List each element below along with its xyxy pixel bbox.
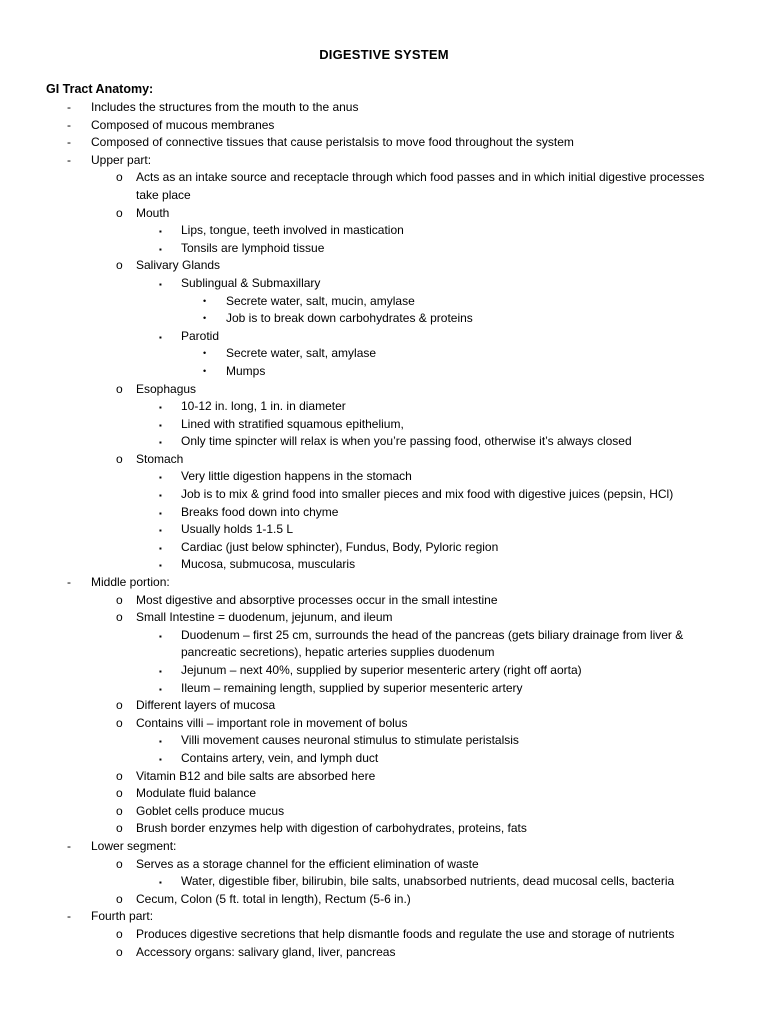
outline-line xyxy=(0,785,768,803)
outline-line-text: Produces digestive secretions that help dismantle foods and regulate the use and storage of nutrients xyxy=(136,926,675,941)
square-bullet-icon: ▪ xyxy=(159,508,162,518)
outline-line-text: Jejunum – next 40%, supplied by superior mesenteric artery (right off aorta) xyxy=(181,663,582,677)
circle-marker: o xyxy=(116,698,123,713)
round-bullet-icon: • xyxy=(203,348,207,359)
outline-line-text: Most digestive and absorptive processes occur in the small intestine xyxy=(136,592,498,607)
dash-marker: - xyxy=(67,152,71,167)
outline-line-text: Modulate fluid balance xyxy=(136,786,257,801)
outline-line-text: Breaks food down into chyme xyxy=(181,504,339,519)
square-bullet-icon: ▪ xyxy=(159,438,162,448)
outline-line-text: Duodenum – first 25 cm, surrounds the head of the pancreas (gets biliary drainage from liver & pancreatic secretions), hepatic arteries supplies duodenum xyxy=(181,627,684,660)
outline-line xyxy=(0,293,768,311)
square-bullet-icon: ▪ xyxy=(159,473,162,483)
outline-line-text: Salivary Glands xyxy=(136,258,221,273)
document-title: DIGESTIVE SYSTEM xyxy=(319,47,449,62)
outline-line-text: Cardiac (just below sphincter), Fundus, Body, Pyloric region xyxy=(181,539,499,554)
square-bullet-icon: ▪ xyxy=(159,667,162,676)
outline-line-text: Very little digestion happens in the stomach xyxy=(181,469,412,484)
outline-line xyxy=(0,345,768,363)
outline-line-text: Esophagus xyxy=(136,381,197,396)
circle-marker: o xyxy=(116,592,123,607)
circle-marker: o xyxy=(116,891,123,906)
outline-line xyxy=(0,873,768,891)
round-bullet-icon: • xyxy=(203,313,207,324)
square-bullet-icon: ▪ xyxy=(159,403,162,413)
outline-line-text: Mucosa, submucosa, muscularis xyxy=(181,557,356,572)
circle-marker: o xyxy=(116,258,123,273)
outline-line xyxy=(0,908,768,926)
round-bullet-icon: • xyxy=(203,365,207,376)
outline-line-text: Small Intestine = duodenum, jejunum, and ileum xyxy=(136,610,393,625)
outline-line xyxy=(0,838,768,856)
outline-line xyxy=(0,627,768,662)
outline-line-text: Mouth xyxy=(136,205,170,220)
outline-line xyxy=(0,944,768,962)
outline-line-text: Water, digestible fiber, bilirubin, bile salts, unabsorbed nutrients, dead mucosal cells, bacteria xyxy=(181,874,675,889)
dash-marker: - xyxy=(67,135,71,150)
outline-line-text: Cecum, Colon (5 ft. total in length), Rectum (5-6 in.) xyxy=(136,891,411,906)
outline-line xyxy=(0,381,768,399)
circle-marker: o xyxy=(116,803,123,818)
outline-line xyxy=(0,680,768,698)
square-bullet-icon: ▪ xyxy=(159,491,162,501)
outline-line xyxy=(0,134,768,152)
outline-line xyxy=(0,205,768,223)
outline-line xyxy=(0,117,768,135)
outline-line-text: Fourth part: xyxy=(91,909,154,924)
square-bullet-icon: ▪ xyxy=(159,754,162,764)
outline-line-text: Composed of mucous membranes xyxy=(91,117,275,132)
outline-line-text: Tonsils are lymphoid tissue xyxy=(181,240,325,255)
square-bullet-icon: ▪ xyxy=(159,737,162,747)
outline-line-text: Middle portion: xyxy=(91,575,170,590)
outline-line xyxy=(0,328,768,346)
outline-line xyxy=(0,169,768,204)
section-heading: GI Tract Anatomy: xyxy=(46,82,154,96)
outline-line xyxy=(0,662,768,680)
outline-line-text: Job is to break down carbohydrates & proteins xyxy=(226,311,473,326)
outline-line xyxy=(0,574,768,592)
square-bullet-icon: ▪ xyxy=(159,279,162,289)
outline-line xyxy=(0,926,768,944)
outline-line-text: Secrete water, salt, amylase xyxy=(226,346,377,361)
circle-marker: o xyxy=(116,821,123,836)
outline-line xyxy=(0,732,768,750)
outline-line-text: Accessory organs: salivary gland, liver, pancreas xyxy=(136,944,396,959)
outline-line-text: Usually holds 1-1.5 L xyxy=(181,522,294,537)
circle-marker: o xyxy=(116,786,123,801)
outline-line xyxy=(0,592,768,610)
square-bullet-icon: ▪ xyxy=(159,420,162,430)
outline-line xyxy=(0,504,768,522)
outline-line xyxy=(0,433,768,451)
outline-line xyxy=(0,856,768,874)
outline-line xyxy=(0,468,768,486)
square-bullet-icon: ▪ xyxy=(159,332,162,342)
square-bullet-icon: ▪ xyxy=(159,227,162,237)
dash-marker: - xyxy=(67,909,71,924)
square-bullet-icon: ▪ xyxy=(159,878,162,888)
outline-line xyxy=(0,416,768,434)
outline-line-text: Goblet cells produce mucus xyxy=(136,803,285,818)
circle-marker: o xyxy=(116,205,123,220)
outline-line-text: Acts as an intake source and receptacle through which food passes and in which initial digestive processes take place xyxy=(136,170,705,202)
outline-line-text: Mumps xyxy=(226,363,266,378)
outline-line xyxy=(0,240,768,258)
outline-line-text: Job is to mix & grind food into smaller pieces and mix food with digestive juices (pepsin, HCl) xyxy=(181,487,674,502)
circle-marker: o xyxy=(116,451,123,466)
outline-line xyxy=(0,891,768,909)
circle-marker: o xyxy=(116,381,123,396)
outline-line xyxy=(0,152,768,170)
outline-line-text: Stomach xyxy=(136,451,184,466)
outline-line xyxy=(0,556,768,574)
outline-line-text: Lips, tongue, teeth involved in mastication xyxy=(181,223,404,238)
square-bullet-icon: ▪ xyxy=(159,543,162,553)
circle-marker: o xyxy=(116,170,123,185)
outline-line xyxy=(0,820,768,838)
outline-line-text: Secrete water, salt, mucin, amylase xyxy=(226,293,415,308)
square-bullet-icon: ▪ xyxy=(159,684,162,694)
circle-marker: o xyxy=(116,768,123,783)
outline-line-text: Includes the structures from the mouth to the anus xyxy=(91,100,359,114)
circle-marker: o xyxy=(116,715,123,730)
outline-line-text: Upper part: xyxy=(91,152,152,167)
outline-line xyxy=(0,451,768,469)
round-bullet-icon: • xyxy=(203,295,207,306)
outline-line xyxy=(0,750,768,768)
outline-line-text: Lined with stratified squamous epithelium, xyxy=(181,416,404,431)
outline-line-text: Only time spincter will relax is when you’re passing food, otherwise it’s always closed xyxy=(181,434,632,449)
outline-line-text: Composed of connective tissues that cause peristalsis to move food throughout the system xyxy=(91,135,574,150)
outline-line xyxy=(0,715,768,733)
dash-marker: - xyxy=(67,117,71,132)
outline-line xyxy=(0,768,768,786)
dash-marker: - xyxy=(67,100,71,114)
outline-line-text: Brush border enzymes help with digestion of carbohydrates, proteins, fats xyxy=(136,821,527,836)
dash-marker: - xyxy=(67,575,71,590)
outline-line xyxy=(0,222,768,240)
outline-line-text: Sublingual & Submaxillary xyxy=(181,275,321,290)
outline-line xyxy=(0,398,768,416)
outline-line xyxy=(0,697,768,715)
circle-marker: o xyxy=(116,610,123,625)
outline-line-text: Villi movement causes neuronal stimulus to stimulate peristalsis xyxy=(181,733,519,748)
outline-line-text: Vitamin B12 and bile salts are absorbed here xyxy=(136,768,376,783)
outline-line-text: Contains artery, vein, and lymph duct xyxy=(181,750,379,765)
circle-marker: o xyxy=(116,856,123,871)
outline-line xyxy=(0,310,768,328)
outline-line-text: Ileum – remaining length, supplied by superior mesenteric artery xyxy=(181,680,523,695)
outline-line xyxy=(0,521,768,539)
outline-line-text: Serves as a storage channel for the efficient elimination of waste xyxy=(136,856,479,871)
outline-line xyxy=(0,275,768,293)
circle-marker: o xyxy=(116,926,123,941)
outline-line xyxy=(0,486,768,504)
outline-line xyxy=(0,99,768,117)
outline-line xyxy=(0,257,768,275)
square-bullet-icon: ▪ xyxy=(159,561,162,571)
square-bullet-icon: ▪ xyxy=(159,244,162,254)
dash-marker: - xyxy=(67,838,71,853)
outline-line-text: Parotid xyxy=(181,328,220,343)
outline-line-text: 10-12 in. long, 1 in. in diameter xyxy=(181,399,346,414)
outline-line xyxy=(0,609,768,627)
outline-line xyxy=(0,803,768,821)
circle-marker: o xyxy=(116,944,123,959)
square-bullet-icon: ▪ xyxy=(159,526,162,536)
outline-line-text: Lower segment: xyxy=(91,838,177,853)
square-bullet-icon: ▪ xyxy=(159,631,162,641)
outline-list xyxy=(0,99,768,961)
outline-line xyxy=(0,363,768,381)
outline-line-text: Different layers of mucosa xyxy=(136,698,276,713)
outline-line-text: Contains villi – important role in movement of bolus xyxy=(136,715,408,730)
outline-line xyxy=(0,539,768,557)
